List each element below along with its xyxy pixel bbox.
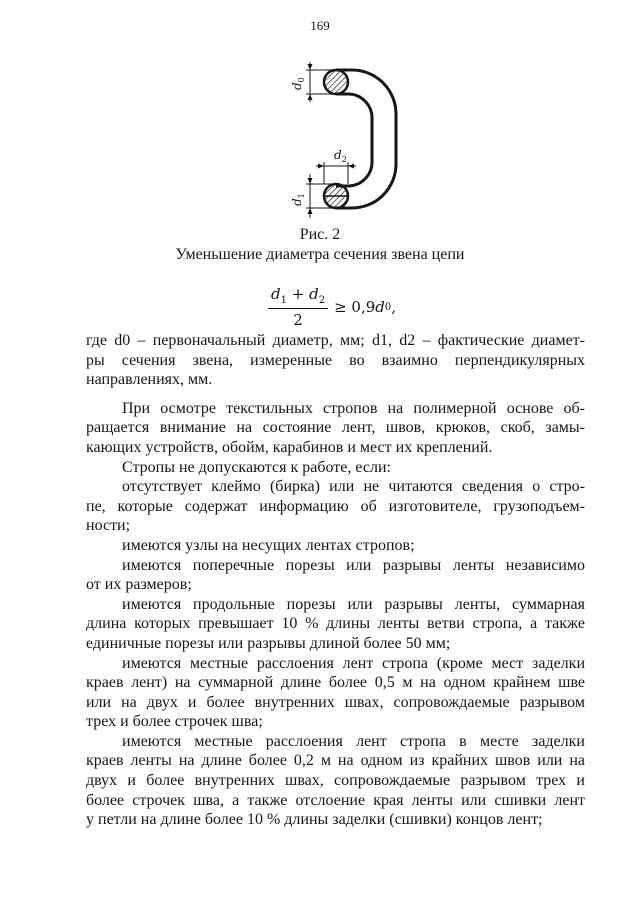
formula-relation: ≥ 0,9 <box>334 298 376 316</box>
text-line: у петли на длине более 10 % длины заделки (сшивки) концов лент; <box>86 811 543 829</box>
text-line: ности; <box>86 517 131 535</box>
text-line: где d0 – первоначальный диаметр, мм; d1, d2 – фактические диамет- <box>86 332 585 349</box>
text-line: При осмотре текстильных стропов на полимерной основе об- <box>122 399 585 417</box>
paragraph-inspection <box>86 399 585 458</box>
list-item <box>86 556 585 595</box>
chain-link-inner-outline <box>336 94 372 186</box>
text-line: ры сечения звена, измеренные во взаимно перпендикулярных <box>86 351 585 369</box>
list-item <box>86 536 585 556</box>
text-line: или на двух и более внутренних швах, сопровождаемые разрывом <box>86 693 585 711</box>
text-line: имеются местные расслоения лент стропа в месте заделки <box>122 732 585 750</box>
top-section-circle <box>324 70 348 94</box>
text-line: имеются продольные порезы или разрывы ленты, суммарная <box>122 595 585 613</box>
chain-link-diagram <box>270 56 420 226</box>
body-text <box>86 331 585 830</box>
d0-label: $d_0$ <box>290 77 306 90</box>
paragraph-definitions <box>86 331 585 390</box>
text-line: единичные порезы или разрывы длиной более 50 мм; <box>86 634 451 652</box>
figure-title: Рис. 2 <box>299 226 341 243</box>
list-item <box>86 654 585 732</box>
list-item <box>86 477 585 536</box>
list-item <box>86 595 585 654</box>
text-line: краев лент) на суммарной длине более 0,5 м на одном крайнем шве <box>86 674 585 692</box>
page-number: 169 <box>310 18 330 33</box>
chain-link-figure <box>270 56 420 226</box>
text-line: Стропы не допускаются к работе, если: <box>122 458 391 476</box>
formula-fraction <box>268 285 328 329</box>
text-line: двух и более внутренних швах, сопровождаемые разрывом трех и <box>86 772 585 790</box>
text-line: пе, которые содержат информацию об изготовителе, грузоподъем- <box>86 497 585 515</box>
d1-label: $d_1$ <box>290 193 306 206</box>
text-line: кающих устройств, обойм, карабинов и мест их креплений. <box>86 438 493 456</box>
formula: $\frac{d_1 + d_2}{2}$ ≥ 0,9 d 0 , <box>268 282 396 332</box>
paragraph-condition-intro <box>86 458 585 478</box>
text-line: более строчек шва, а также отслоение края ленты или сшивки лент <box>86 791 585 809</box>
text-line: имеются узлы на несущих лентах стропов; <box>122 536 415 554</box>
d2-label: $d_2$ <box>334 148 347 164</box>
formula-denominator: 2 <box>293 311 303 329</box>
text-line: краев ленты на длине более 0,2 м на одном из крайних швов или на <box>86 752 585 770</box>
text-line: направлениях, мм. <box>86 371 213 389</box>
text-line: отсутствует клеймо (бирка) или не читаются сведения о стро- <box>122 478 585 496</box>
formula-rhs-var: d <box>375 298 385 316</box>
list-item <box>86 732 585 830</box>
text-line: длина которых превышает 10 % длины ленты ветви стропа, а также <box>86 615 585 633</box>
text-line: трех и более строчек шва; <box>86 713 263 731</box>
formula-numerator: $d_1 + d_2$ <box>268 285 328 309</box>
text-line: имеются поперечные порезы или разрывы ленты независимо <box>122 556 585 574</box>
text-line: ращается внимание на состояние лент, швов, крюков, скоб, замы- <box>86 419 585 437</box>
figure-caption: Уменьшение диаметра сечения звена цепи <box>175 246 465 263</box>
text-line: имеются местные расслоения лент стропа (кроме мест заделки <box>122 654 585 672</box>
text-line: от их размеров; <box>86 576 192 594</box>
